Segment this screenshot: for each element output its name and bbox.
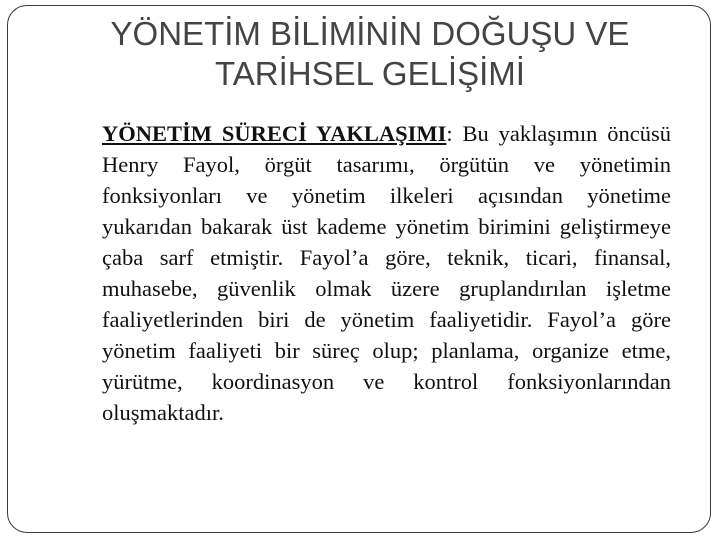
slide-body-paragraph	[102, 118, 671, 428]
slide-title-line-1: YÖNETİM BİLİMİNİN DOĞUŞU VE	[110, 15, 630, 52]
slide-title	[40, 14, 700, 94]
body-text: : Bu yaklaşımın öncüsü Henry Fayol, örgüt tasarımı, örgütün ve yönetimin fonksiyonları ve yönetim ilkeleri açısından yönetime yukarıdan bakarak üst kademe yönetim birimini geliştirmeye çaba sarf etmiştir. Fayol’a göre, teknik, ticari, finansal, muhasebe, güvenlik olmak üzere gruplandırılan işletme faaliyetlerinden biri de yönetim faaliyetidir. Fayol’a göre yönetim faaliyeti bir süreç olup; planlama, organize etme, yürütme, koordinasyon ve kontrol fonksiyonlarından oluşmaktadır.	[102, 121, 671, 425]
body-term-heading: YÖNETİM SÜRECİ YAKLAŞIMI	[102, 121, 447, 146]
slide-title-line-2: TARİHSEL GELİŞİMİ	[215, 55, 525, 92]
